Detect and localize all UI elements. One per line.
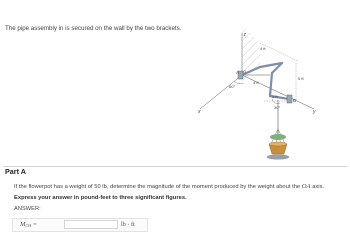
angle-arc-60 bbox=[234, 81, 244, 84]
answer-input[interactable] bbox=[64, 220, 118, 229]
instruction-text: Express your answer in pound-feet to three significant figures. bbox=[14, 195, 187, 201]
bracket-b bbox=[287, 95, 292, 103]
dim-label-4ft-top: 4 ft bbox=[260, 46, 266, 51]
pipe-assembly-figure bbox=[198, 29, 318, 165]
point-label-b: B bbox=[293, 98, 297, 103]
unit-label: lb · ft bbox=[121, 221, 135, 228]
axis-label-x: x bbox=[198, 109, 201, 115]
dim-label-4ft-mid: 4 ft bbox=[253, 80, 259, 85]
variable-symbol: M bbox=[20, 221, 26, 228]
problem-intro: The pipe assembly in is secured on the wall by the two brackets. bbox=[5, 25, 182, 32]
dim-label-3ft: 3 ft bbox=[272, 94, 278, 99]
axis-label-z: z bbox=[243, 32, 246, 38]
equals-sign: = bbox=[33, 221, 37, 228]
answer-label: ANSWER: bbox=[14, 206, 41, 212]
point-label-o: O bbox=[243, 69, 247, 74]
question-before: If the flowerpot has a weight of 50 lb, determine the magnitude of the moment produced by the weight about the bbox=[14, 184, 302, 190]
angle-label-30: 30° bbox=[274, 105, 281, 110]
variable-subscript: OA bbox=[25, 223, 32, 228]
coordinate-axes bbox=[200, 33, 314, 109]
question-text bbox=[14, 183, 324, 190]
variable-label bbox=[20, 221, 37, 228]
point-label-a: A bbox=[236, 70, 240, 75]
angle-arc-30 bbox=[272, 99, 280, 104]
dim-label-5ft: 5 ft bbox=[298, 76, 304, 81]
part-title: Part A bbox=[5, 167, 26, 176]
flowerpot bbox=[267, 129, 289, 159]
axis-symbol: OA bbox=[301, 183, 311, 190]
question-after: axis. bbox=[310, 184, 325, 190]
angle-label-60: 60° bbox=[229, 84, 236, 89]
axis-label-y: y bbox=[313, 109, 316, 115]
section-divider bbox=[3, 166, 347, 167]
